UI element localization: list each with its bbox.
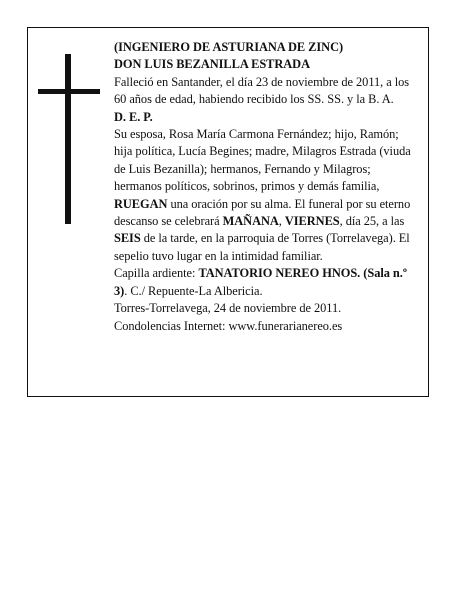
place-date: Torres-Torrelavega, 24 de noviembre de 2011.: [114, 301, 342, 316]
notice-text: [114, 39, 420, 335]
cross-vertical-bar: [65, 54, 71, 224]
death-statement: Falleció en Santander, el día 23 de noviembre de 2011, a los 60 años de edad, habiendo recibido los SS. SS. y la B. A.: [114, 74, 410, 107]
rip-line: D. E. P.: [114, 109, 153, 124]
chapel-room: (Sala n.º 3): [114, 266, 407, 298]
chapel-prefix: Capilla ardiente:: [114, 266, 199, 281]
funeral-paragraph: [114, 196, 420, 266]
manana-word: MAÑANA: [222, 214, 279, 229]
chapel-address: . C./ Repuente-La Albericia.: [124, 283, 263, 298]
latin-cross-icon: [38, 54, 100, 224]
deceased-name: DON LUIS BEZANILLA ESTRADA: [114, 57, 310, 72]
funeral-text-1: una oración por su alma. El funeral por su eterno descanso se celebrará: [114, 196, 411, 229]
obituary-notice: [27, 27, 429, 397]
company-line: (INGENIERO DE ASTURIANA DE ZINC): [114, 40, 344, 54]
viernes-word: VIERNES: [284, 214, 340, 229]
chapel-paragraph: [114, 265, 420, 300]
funeral-text-2: , día 25, a las: [339, 214, 405, 229]
family-list: Su esposa, Rosa María Carmona Fernández; hijo, Ramón; hija política, Lucía Begines; madre, Milagros Estrada (viuda de Luis Bezanilla); hermanos, Fernando y Milagros; hermanos políticos, sobrinos, primos y demás familia,: [114, 127, 411, 194]
cross-horizontal-bar: [38, 89, 100, 94]
ruegan-word: RUEGAN: [114, 196, 168, 211]
funeral-text-3: de la tarde, en la parroquia de Torres (Torrelavega). El sepelio tuvo lugar en la intimidad familiar.: [114, 231, 410, 263]
seis-word: SEIS: [114, 231, 141, 246]
funeral-home-name: TANATORIO NEREO HNOS.: [198, 266, 361, 281]
condolences-line: Condolencias Internet: www.funerarianereo.es: [114, 318, 343, 333]
funeral-sep: ,: [278, 214, 285, 229]
